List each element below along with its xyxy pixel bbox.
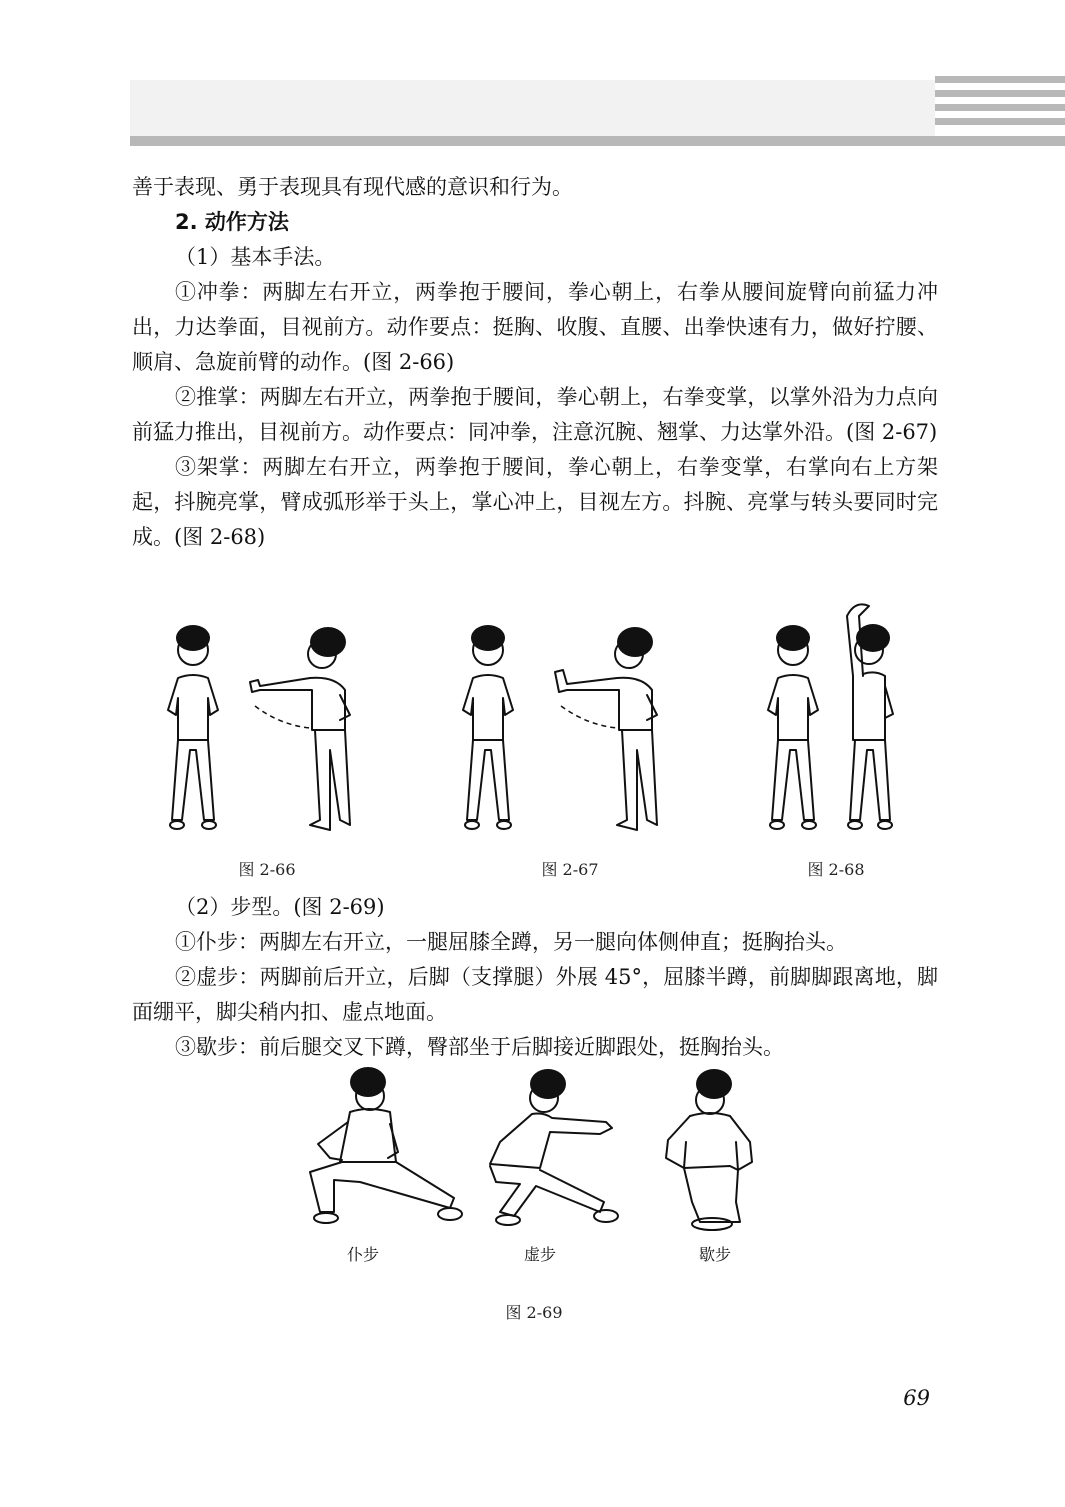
subheading-stances: （2）步型。(图 2-69) bbox=[175, 895, 385, 919]
pose-label-crouch: 仆步 bbox=[346, 1245, 379, 1264]
item-block-palm: ③架掌：两脚左右开立，两拳抱于腰间，拳心朝上，右拳变掌，右掌向右上方架起，抖腕亮掌，臂成弧形举于头上，掌心冲上，目视左方。抖腕、亮掌与转头要同时完成。(图 2-68) bbox=[132, 455, 938, 549]
figure-2-66-illustration bbox=[160, 620, 370, 840]
caption-fig-2-69: 图 2-69 bbox=[505, 1303, 563, 1322]
text-block-1 bbox=[132, 170, 938, 555]
figure-2-68-illustration bbox=[765, 596, 915, 840]
text-block-2 bbox=[132, 890, 938, 1065]
pose-label-rest: 歇步 bbox=[698, 1245, 731, 1264]
caption-fig-2-66: 图 2-66 bbox=[238, 860, 296, 879]
paragraph-1: 善于表现、勇于表现具有现代感的意识和行为。 bbox=[132, 175, 573, 199]
item-empty-stance: ②虚步：两脚前后开立，后脚（支撑腿）外展 45°，屈膝半蹲，前脚脚跟离地，脚面绷平，脚尖稍内扣、虚点地面。 bbox=[132, 965, 938, 1024]
item-push-palm: ②推掌：两脚左右开立，两拳抱于腰间，拳心朝上，右拳变掌，以掌外沿为力点向前猛力推出，目视前方。动作要点：同冲拳，注意沉腕、翘掌、力达掌外沿。(图 2-67) bbox=[132, 385, 938, 444]
item-crouch-stance: ①仆步：两脚左右开立，一腿屈膝全蹲，另一腿向体侧伸直；挺胸抬头。 bbox=[175, 930, 847, 954]
header-band bbox=[130, 80, 935, 136]
header-rule bbox=[130, 136, 1065, 146]
figure-2-69-illustration bbox=[300, 1062, 770, 1242]
page-number: 69 bbox=[903, 1386, 930, 1410]
figure-2-67-illustration bbox=[455, 620, 680, 840]
caption-fig-2-68: 图 2-68 bbox=[807, 860, 865, 879]
pose-label-empty: 虚步 bbox=[523, 1245, 556, 1264]
subheading-hand-techniques: （1）基本手法。 bbox=[175, 245, 336, 269]
header-stripes bbox=[935, 76, 1065, 132]
item-rest-stance: ③歇步：前后腿交叉下蹲，臀部坐于后脚接近脚跟处，挺胸抬头。 bbox=[175, 1035, 784, 1059]
section-heading: 2. 动作方法 bbox=[175, 210, 289, 234]
caption-fig-2-67: 图 2-67 bbox=[541, 860, 599, 879]
item-punch: ①冲拳：两脚左右开立，两拳抱于腰间，拳心朝上，右拳从腰间旋臂向前猛力冲出，力达拳面，目视前方。动作要点：挺胸、收腹、直腰、出拳快速有力，做好拧腰、顺肩、急旋前臂的动作。(图 2-66) bbox=[132, 280, 938, 374]
